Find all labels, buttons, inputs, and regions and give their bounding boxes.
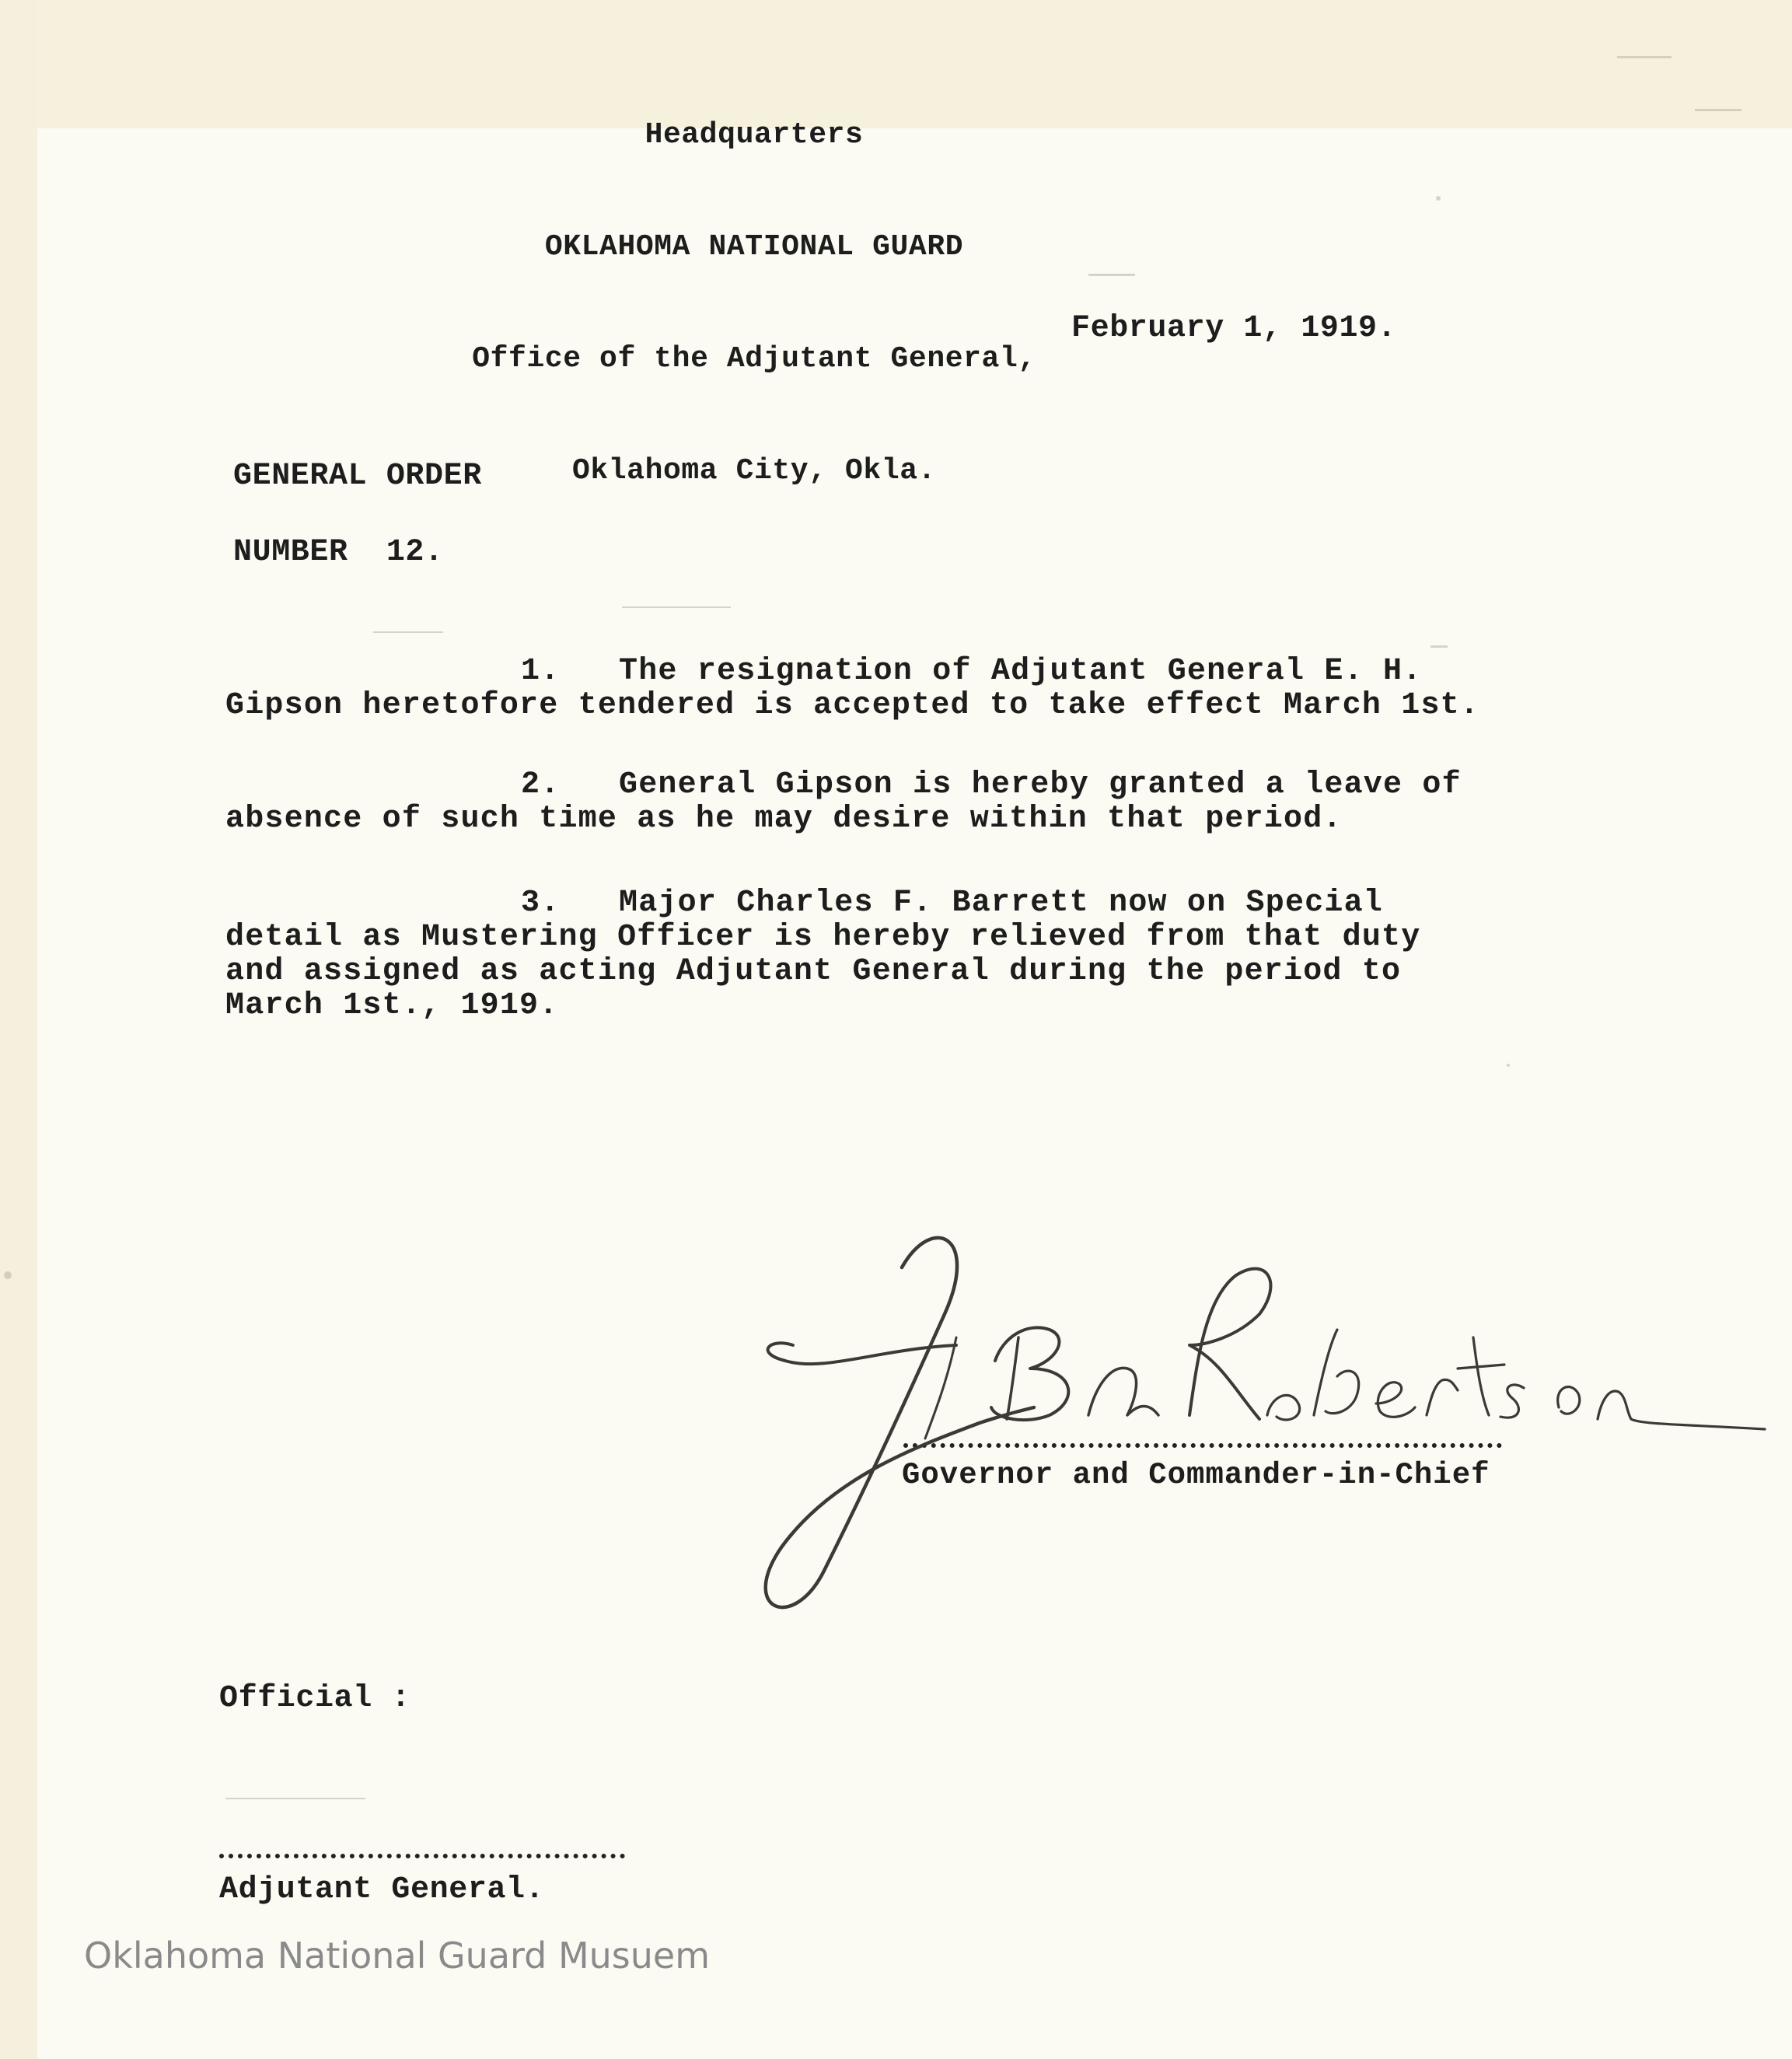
paragraph-line: 2. General Gipson is hereby granted a leave of xyxy=(521,767,1462,802)
order-title: GENERAL ORDER xyxy=(233,459,482,494)
paragraph-line: and assigned as acting Adjutant General during the period to xyxy=(225,954,1402,989)
order-paragraph-3 xyxy=(225,886,1485,1023)
paper-left-edge xyxy=(0,0,37,2059)
paragraph-line: Gipson heretofore tendered is accepted to take effect March 1st. xyxy=(225,688,1480,723)
paragraph-line: absence of such time as he may desire within that period. xyxy=(225,802,1343,837)
paragraph-line: March 1st., 1919. xyxy=(225,988,559,1023)
order-paragraph-2 xyxy=(225,768,1485,837)
paragraph-line: 3. Major Charles F. Barrett now on Special xyxy=(521,886,1383,921)
letterhead-city: Oklahoma City, Okla. xyxy=(571,454,937,488)
paragraph-line: detail as Mustering Officer is hereby relieved from that duty xyxy=(225,920,1421,955)
governor-title: Governor and Commander-in-Chief xyxy=(902,1458,1490,1492)
order-number: NUMBER 12. xyxy=(233,535,444,570)
order-paragraph-1 xyxy=(225,655,1485,723)
adjutant-signature-line xyxy=(219,1854,625,1858)
letterhead-office: Office of the Adjutant General, xyxy=(472,342,1036,376)
letterhead-organization: OKLAHOMA NATIONAL GUARD xyxy=(544,230,964,264)
official-label: Official : xyxy=(219,1681,411,1716)
adjutant-general-title: Adjutant General. xyxy=(219,1872,545,1907)
letterhead-headquarters: Headquarters xyxy=(644,118,864,152)
letterhead xyxy=(420,42,1088,565)
paragraph-line: 1. The resignation of Adjutant General E. H. xyxy=(521,654,1423,689)
governor-handwritten-signature xyxy=(723,1221,1773,1625)
museum-watermark: Oklahoma National Guard Musuem xyxy=(84,1935,711,1977)
document-date: February 1, 1919. xyxy=(1071,311,1397,346)
